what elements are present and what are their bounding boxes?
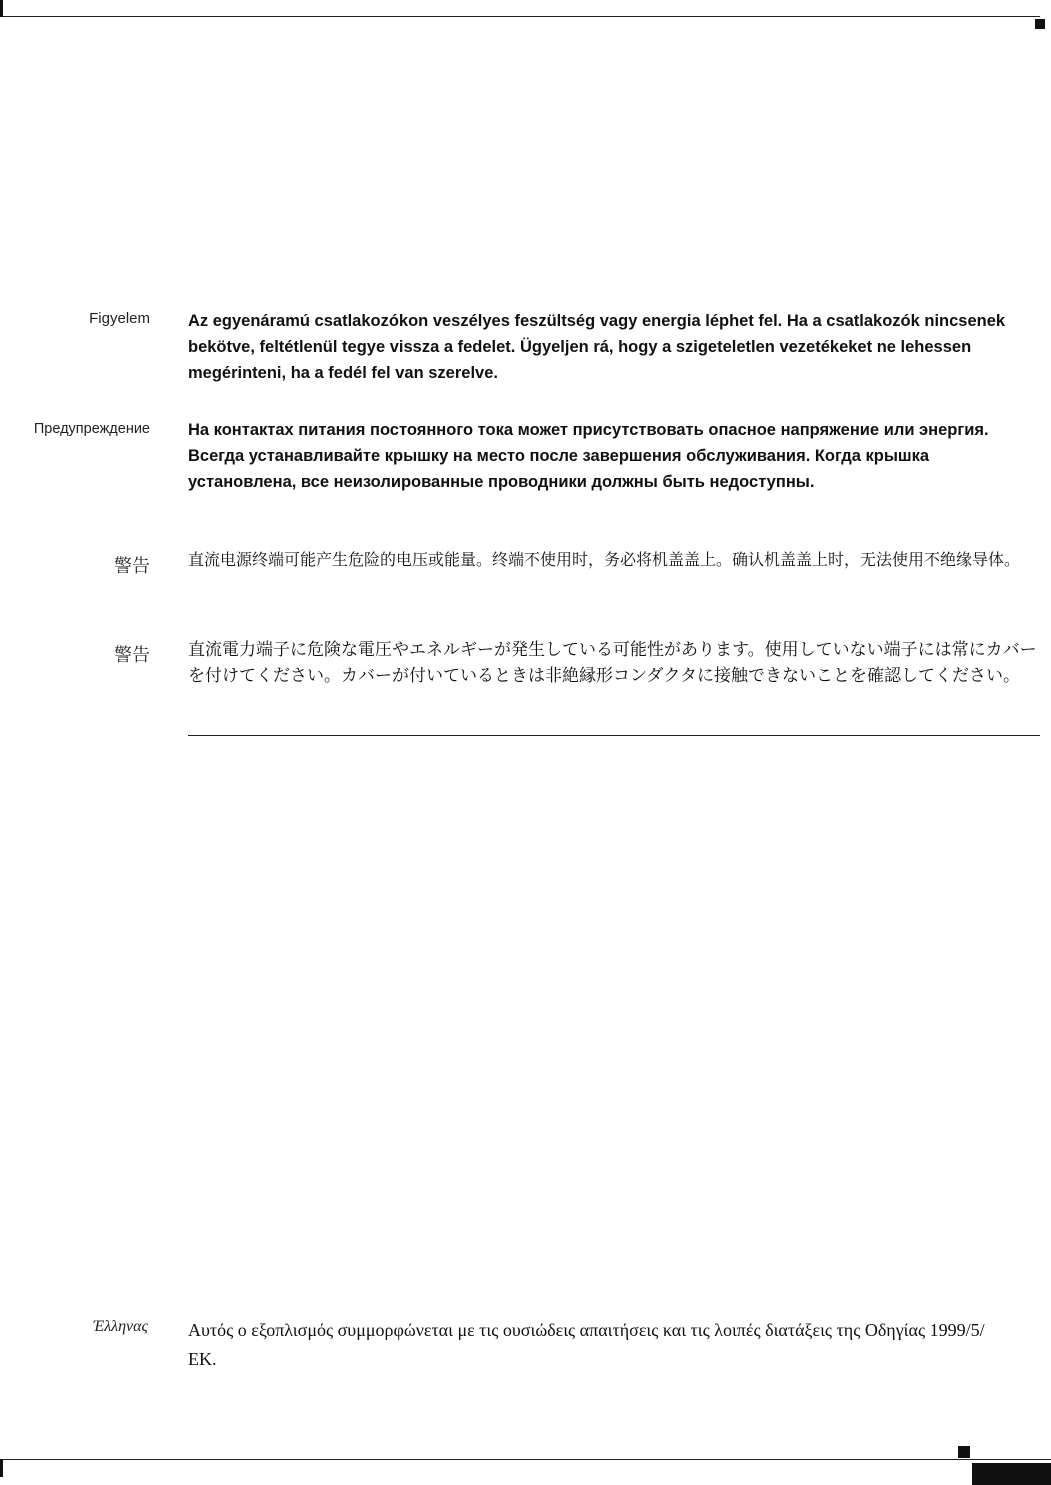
- section-divider: [188, 735, 1040, 736]
- warning-label: Предупреждение: [33, 421, 150, 437]
- warning-label: 警告: [114, 556, 150, 576]
- warning-label: Figyelem: [89, 310, 150, 327]
- warning-text: 直流电源终端可能产生危险的电压或能量。终端不使用时，务必将机盖盖上。确认机盖盖上时，无法使用不绝缘导体。: [188, 552, 1021, 569]
- header-rule: [0, 16, 1040, 17]
- warning-text: Az egyenáramú csatlakozókon veszélyes feszültség vagy energia léphet fel. Ha a csatlakozók nincsenek bekötve, feltétlenül tegye vissza a fedelet. Ügyeljen rá, hogy a szigeteletlen vezetékeket ne lehessen megérinteni, ha a fedél fel van szerelve.: [188, 312, 1006, 382]
- declaration-label: Έλληνας: [93, 1318, 148, 1335]
- footer-left-tick: [0, 1459, 3, 1477]
- header-left-tick: [0, 0, 3, 17]
- footer-square: [958, 1446, 970, 1458]
- header-right-square: [1035, 19, 1045, 29]
- footer-rule: [0, 1459, 1051, 1460]
- warning-text: На контактах питания постоянного тока может присутствовать опасное напряжение или энергия. Всегда устанавливайте крышку на место после завершения обслуживания. Когда крышка установлена, все неизолированные проводники должны быть недоступны.: [188, 421, 989, 491]
- warning-label: 警告: [114, 645, 150, 665]
- declaration-text: Αυτός ο εξοπλισμός συμμορφώνεται με τις ουσιώδεις απαιτήσεις και τις λοιπές διατάξεις της Οδηγίας 1999/5/ΕΚ.: [188, 1320, 985, 1369]
- footer-page-block: [972, 1463, 1051, 1485]
- warning-text: 直流電力端子に危険な電圧やエネルギーが発生している可能性があります。使用していない端子には常にカバーを付けてください。カバーが付いているときは非絶縁形コンダクタに接触できないことを確認してください。: [188, 640, 1037, 685]
